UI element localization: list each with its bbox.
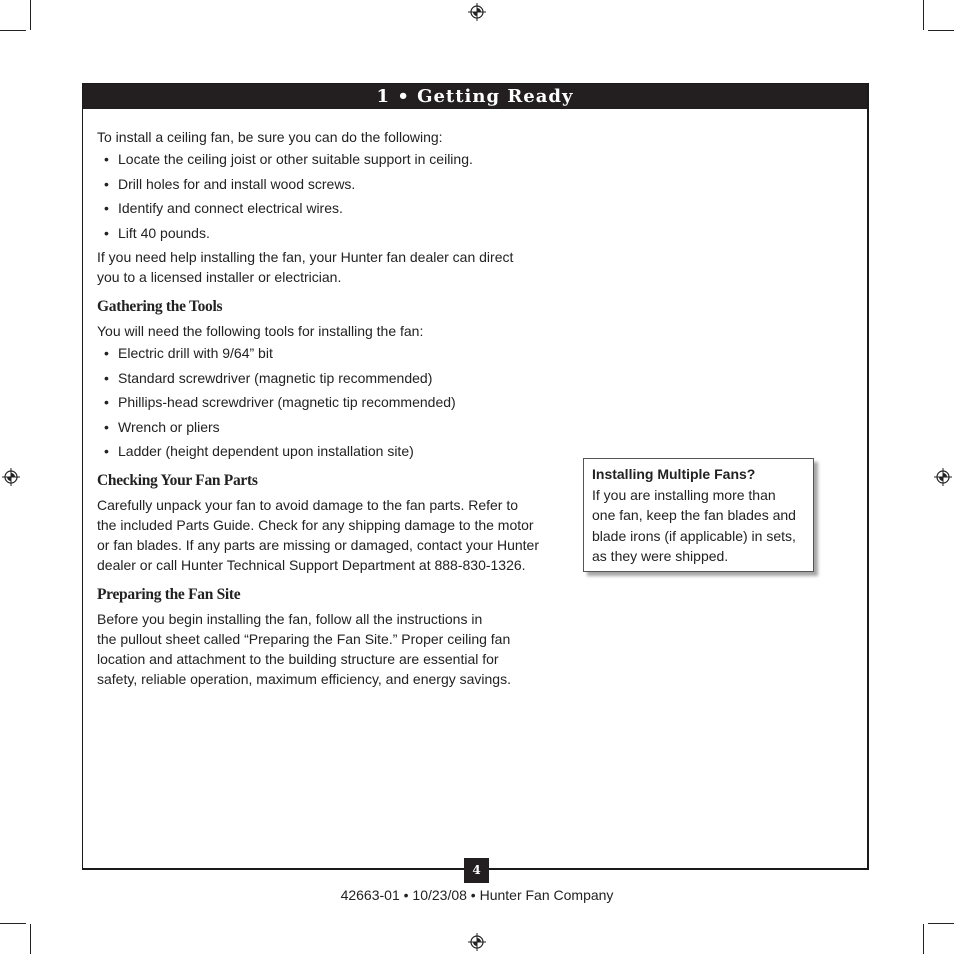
parts-text-line: dealer or call Hunter Technical Support Department at 888-830-1326. [97,557,526,573]
main-content [97,127,567,689]
note-text-line: as they were shipped. [592,548,729,564]
footer-text: 42663-01 • 10/23/08 • Hunter Fan Company [340,887,614,903]
tools-heading: Gathering the Tools [97,298,223,315]
parts-text-line: or fan blades. If any parts are missing or damaged, contact your Hunter [97,537,540,553]
crop-mark [928,30,954,31]
crop-mark [0,923,26,924]
multiple-fans-note [583,458,814,572]
site-text-line: the pullout sheet called “Preparing the Fan Site.” Proper ceiling fan [97,631,511,647]
registration-mark-icon [468,3,486,21]
note-text-line: one fan, keep the fan blades and [592,507,796,523]
crop-mark [0,30,26,31]
help-text-line: you to a licensed installer or electrician. [97,269,342,285]
help-text-line: If you need help installing the fan, your Hunter fan dealer can direct [97,249,514,265]
registration-mark-icon [934,468,952,486]
intro-list [97,149,567,243]
site-text-line: location and attachment to the building structure are essential for [97,651,499,667]
parts-text-line: the included Parts Guide. Check for any shipping damage to the motor [97,517,534,533]
registration-mark-icon [2,468,20,486]
page-frame [82,83,869,877]
list-item: • Phillips-head screwdriver (magnetic tip recommended) [104,392,567,412]
crop-mark [923,924,924,954]
list-item: • Standard screwdriver (magnetic tip recommended) [104,368,567,388]
crop-mark [30,924,31,954]
list-item: • Wrench or pliers [104,417,567,437]
site-text-line: Before you begin installing the fan, follow all the instructions in [97,611,483,627]
list-item: • Lift 40 pounds. [104,223,567,243]
list-item: • Electric drill with 9/64” bit [104,343,567,363]
note-text-line: blade irons (if applicable) in sets, [592,527,796,544]
crop-mark [923,0,924,30]
note-text-line: If you are installing more than [592,486,776,503]
tools-list [97,343,567,461]
tools-lead: You will need the following tools for installing the fan: [97,323,424,339]
site-heading: Preparing the Fan Site [97,586,241,603]
page-number: 4 [464,858,489,883]
list-item: • Ladder (height dependent upon installation site) [104,441,567,461]
crop-mark [30,0,31,30]
crop-mark [928,923,954,924]
site-text-line: safety, reliable operation, maximum efficiency, and energy savings. [97,671,511,687]
list-item: • Locate the ceiling joist or other suitable support in ceiling. [104,149,567,169]
intro-lead: To install a ceiling fan, be sure you can do the following: [97,129,443,145]
note-title: Installing Multiple Fans? [592,466,756,482]
parts-text-line: Carefully unpack your fan to avoid damage to the fan parts. Refer to [97,497,519,513]
list-item: • Drill holes for and install wood screws. [104,174,567,194]
list-item: • Identify and connect electrical wires. [104,198,567,218]
parts-heading: Checking Your Fan Parts [97,472,258,489]
registration-mark-icon [468,933,486,951]
section-title: 1 • Getting Ready [83,84,867,109]
